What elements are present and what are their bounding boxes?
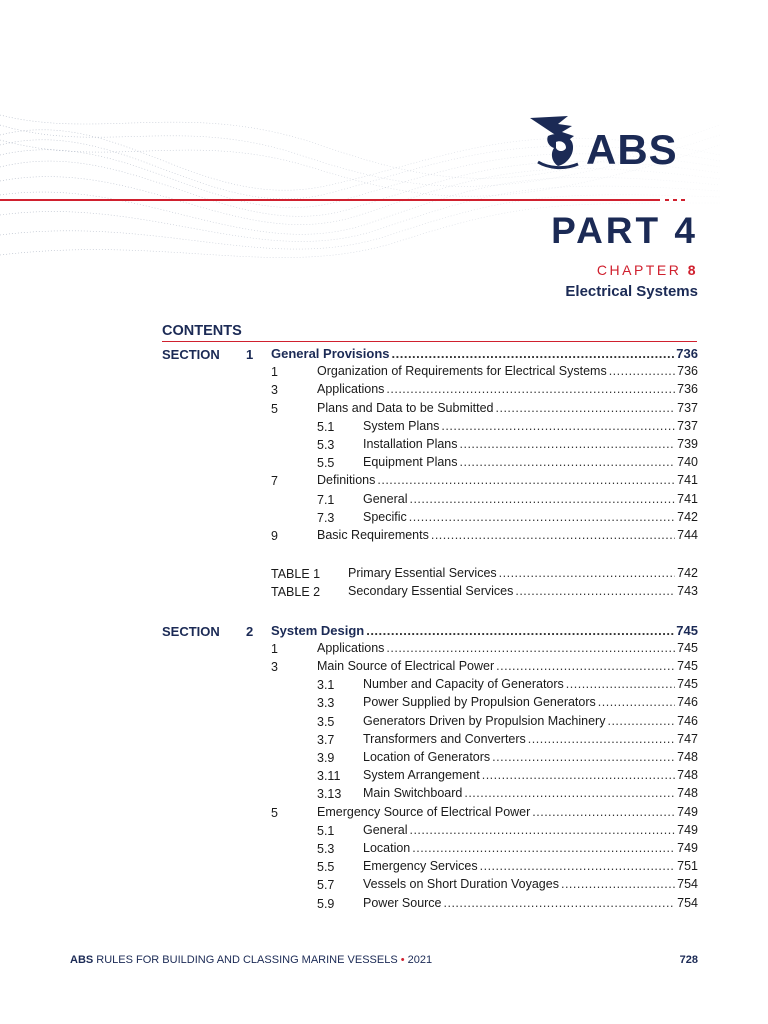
subitem-number: 5.5 xyxy=(317,456,335,471)
logo-text: ABS xyxy=(586,126,678,173)
entry-title: Specific xyxy=(363,509,407,524)
dot-leader xyxy=(532,805,675,819)
entry-title: System Design xyxy=(271,622,365,638)
toc-section-entry[interactable] xyxy=(271,623,698,639)
toc-entry[interactable] xyxy=(317,401,698,417)
toc-subentry[interactable] xyxy=(363,896,698,912)
dot-leader xyxy=(561,877,675,891)
table-label: TABLE 2 xyxy=(271,585,321,600)
dot-leader xyxy=(482,768,675,782)
entry-page: 748 xyxy=(677,750,698,764)
toc-entry[interactable] xyxy=(317,382,698,398)
entry-title: Generators Driven by Propulsion Machinery xyxy=(363,713,606,728)
entry-title: Vessels on Short Duration Voyages xyxy=(363,877,559,892)
entry-title: General xyxy=(363,822,408,837)
entry-page: 749 xyxy=(677,804,698,819)
section-number: 2 xyxy=(246,623,254,639)
item-number: 9 xyxy=(271,529,278,543)
entry-title: Equipment Plans xyxy=(363,455,458,470)
contents-heading: CONTENTS xyxy=(162,323,242,339)
entry-page: 743 xyxy=(677,584,698,599)
toc-section-entry[interactable] xyxy=(271,346,698,362)
dot-leader xyxy=(496,401,676,415)
dot-leader xyxy=(528,732,675,746)
toc-subentry[interactable] xyxy=(363,714,698,730)
entry-page: 740 xyxy=(677,455,698,470)
entry-title: Number and Capacity of Generators xyxy=(363,677,564,692)
entry-title: Basic Requirements xyxy=(317,528,429,542)
entry-title: Secondary Essential Services xyxy=(348,584,514,599)
dot-leader xyxy=(480,859,676,873)
entry-title: Power Source xyxy=(363,895,442,910)
dot-leader xyxy=(366,623,674,638)
entry-page: 746 xyxy=(677,695,698,710)
toc-subentry[interactable] xyxy=(363,750,698,766)
subitem-number: 5.1 xyxy=(317,823,335,838)
toc-entry[interactable] xyxy=(317,528,698,544)
toc-entry[interactable] xyxy=(317,659,698,675)
entry-title: Emergency Source of Electrical Power xyxy=(317,804,531,819)
item-number: 3 xyxy=(271,383,278,398)
dot-leader xyxy=(460,437,676,451)
entry-title: Installation Plans xyxy=(363,437,458,451)
contents-rule xyxy=(162,341,697,342)
footer xyxy=(70,954,432,966)
dot-leader xyxy=(460,455,676,469)
toc-entry[interactable] xyxy=(317,364,698,380)
entry-page: 742 xyxy=(677,566,698,581)
entry-page: 741 xyxy=(677,473,698,488)
dot-leader xyxy=(464,786,675,800)
chapter-number: 8 xyxy=(687,262,698,278)
dot-leader xyxy=(441,419,675,433)
entry-title: Emergency Services xyxy=(363,859,478,874)
subitem-number: 3.5 xyxy=(317,714,335,729)
toc-table-entry[interactable] xyxy=(348,584,698,600)
abs-logo xyxy=(528,112,693,174)
dot-leader xyxy=(412,841,675,855)
header-rule xyxy=(0,199,660,201)
entry-page: 754 xyxy=(677,877,698,892)
footer-brand: ABS xyxy=(70,954,94,966)
entry-title: General Provisions xyxy=(271,346,390,361)
part-title: PART 4 xyxy=(551,210,698,251)
entry-page: 746 xyxy=(677,713,698,728)
entry-page: 739 xyxy=(677,437,698,451)
entry-title: Power Supplied by Propulsion Generators xyxy=(363,695,596,710)
toc-subentry[interactable] xyxy=(363,419,698,435)
toc-subentry[interactable] xyxy=(363,786,698,802)
entry-page: 745 xyxy=(677,640,698,655)
subitem-number: 3.3 xyxy=(317,696,335,711)
dot-leader xyxy=(392,346,675,361)
entry-page: 742 xyxy=(677,509,698,524)
dot-leader xyxy=(409,823,675,837)
entry-title: Applications xyxy=(317,382,385,397)
toc-subentry[interactable] xyxy=(363,841,698,857)
entry-title: Location of Generators xyxy=(363,750,491,764)
entry-title: General xyxy=(363,491,408,506)
dot-leader xyxy=(607,714,675,728)
entry-title: Location xyxy=(363,841,411,855)
footer-separator: • xyxy=(400,954,405,966)
header-rule-dash xyxy=(673,199,677,201)
page-number: 728 xyxy=(679,954,698,966)
entry-page: 741 xyxy=(677,491,698,506)
entry-page: 747 xyxy=(677,731,698,746)
dot-leader xyxy=(609,364,675,378)
entry-title: Transformers and Converters xyxy=(363,731,526,746)
entry-page: 751 xyxy=(677,859,698,874)
toc-subentry[interactable] xyxy=(363,677,698,693)
entry-title: System Plans xyxy=(363,418,440,433)
subitem-number: 3.13 xyxy=(317,787,342,802)
entry-page: 736 xyxy=(676,346,698,361)
toc-entry[interactable] xyxy=(317,805,698,821)
chapter-title: Electrical Systems xyxy=(565,283,698,300)
entry-page: 745 xyxy=(676,622,698,638)
entry-page: 737 xyxy=(677,418,698,433)
dot-leader xyxy=(598,695,675,709)
subitem-number: 5.7 xyxy=(317,878,335,893)
chapter-word: CHAPTER xyxy=(596,262,682,278)
subitem-number: 3.11 xyxy=(317,769,341,784)
entry-title: System Arrangement xyxy=(363,768,480,783)
dot-leader xyxy=(496,659,675,673)
entry-page: 737 xyxy=(677,400,698,415)
toc-subentry[interactable] xyxy=(363,732,698,748)
entry-page: 745 xyxy=(677,659,698,673)
dot-leader xyxy=(499,566,675,580)
header-rule-dash xyxy=(665,199,669,201)
chapter-label xyxy=(597,262,698,278)
item-number: 1 xyxy=(271,641,278,656)
entry-page: 736 xyxy=(677,382,698,397)
toc-table-entry[interactable] xyxy=(348,566,698,582)
toc-subentry[interactable] xyxy=(363,492,698,508)
entry-title: Definitions xyxy=(317,473,376,488)
subitem-number: 5.3 xyxy=(317,842,335,856)
toc-subentry[interactable] xyxy=(363,695,698,711)
dot-leader xyxy=(444,896,676,910)
item-number: 5 xyxy=(271,401,278,416)
entry-page: 745 xyxy=(677,677,698,692)
section-label: SECTION xyxy=(162,347,220,362)
entry-page: 748 xyxy=(677,768,698,783)
entry-page: 748 xyxy=(677,786,698,801)
subitem-number: 7.1 xyxy=(317,492,335,507)
item-number: 3 xyxy=(271,660,278,674)
entry-page: 744 xyxy=(677,528,698,542)
dot-leader xyxy=(492,750,675,764)
entry-title: Main Source of Electrical Power xyxy=(317,659,495,673)
subitem-number: 5.5 xyxy=(317,860,335,875)
dot-leader xyxy=(377,473,675,487)
toc-subentry[interactable] xyxy=(363,877,698,893)
subitem-number: 3.9 xyxy=(317,751,335,765)
entry-page: 749 xyxy=(677,822,698,837)
toc-subentry[interactable] xyxy=(363,768,698,784)
table-label: TABLE 1 xyxy=(271,567,321,582)
item-number: 1 xyxy=(271,365,278,380)
toc-entry[interactable] xyxy=(317,473,698,489)
entry-title: Plans and Data to be Submitted xyxy=(317,400,494,415)
toc-subentry[interactable] xyxy=(363,437,698,453)
entry-page: 736 xyxy=(677,364,698,379)
section-label: SECTION xyxy=(162,623,220,639)
entry-title: Primary Essential Services xyxy=(348,566,497,581)
dot-leader xyxy=(515,584,675,598)
toc-subentry[interactable] xyxy=(363,455,698,471)
item-number: 5 xyxy=(271,805,278,820)
subitem-number: 5.9 xyxy=(317,896,335,911)
footer-text: RULES FOR BUILDING AND CLASSING MARINE VESSELS xyxy=(96,954,398,966)
toc-subentry[interactable] xyxy=(363,823,698,839)
dot-leader xyxy=(409,510,675,524)
header-rule-dash xyxy=(681,199,685,201)
dot-leader xyxy=(386,382,675,396)
subitem-number: 5.1 xyxy=(317,419,335,434)
dot-leader xyxy=(566,677,675,691)
subitem-number: 5.3 xyxy=(317,438,335,452)
item-number: 7 xyxy=(271,474,278,489)
dot-leader xyxy=(431,528,675,542)
subitem-number: 3.1 xyxy=(317,678,335,693)
toc-entry[interactable] xyxy=(317,641,698,657)
dot-leader xyxy=(409,492,675,506)
subitem-number: 3.7 xyxy=(317,732,335,747)
toc-subentry[interactable] xyxy=(363,859,698,875)
toc-subentry[interactable] xyxy=(363,510,698,526)
entry-page: 754 xyxy=(677,895,698,910)
entry-page: 749 xyxy=(677,841,698,855)
entry-title: Main Switchboard xyxy=(363,786,463,801)
footer-year: 2021 xyxy=(407,954,433,966)
subitem-number: 7.3 xyxy=(317,510,335,525)
section-number: 1 xyxy=(246,347,254,362)
entry-title: Applications xyxy=(317,640,385,655)
entry-title: Organization of Requirements for Electrical Systems xyxy=(317,364,607,379)
dot-leader xyxy=(386,641,675,655)
